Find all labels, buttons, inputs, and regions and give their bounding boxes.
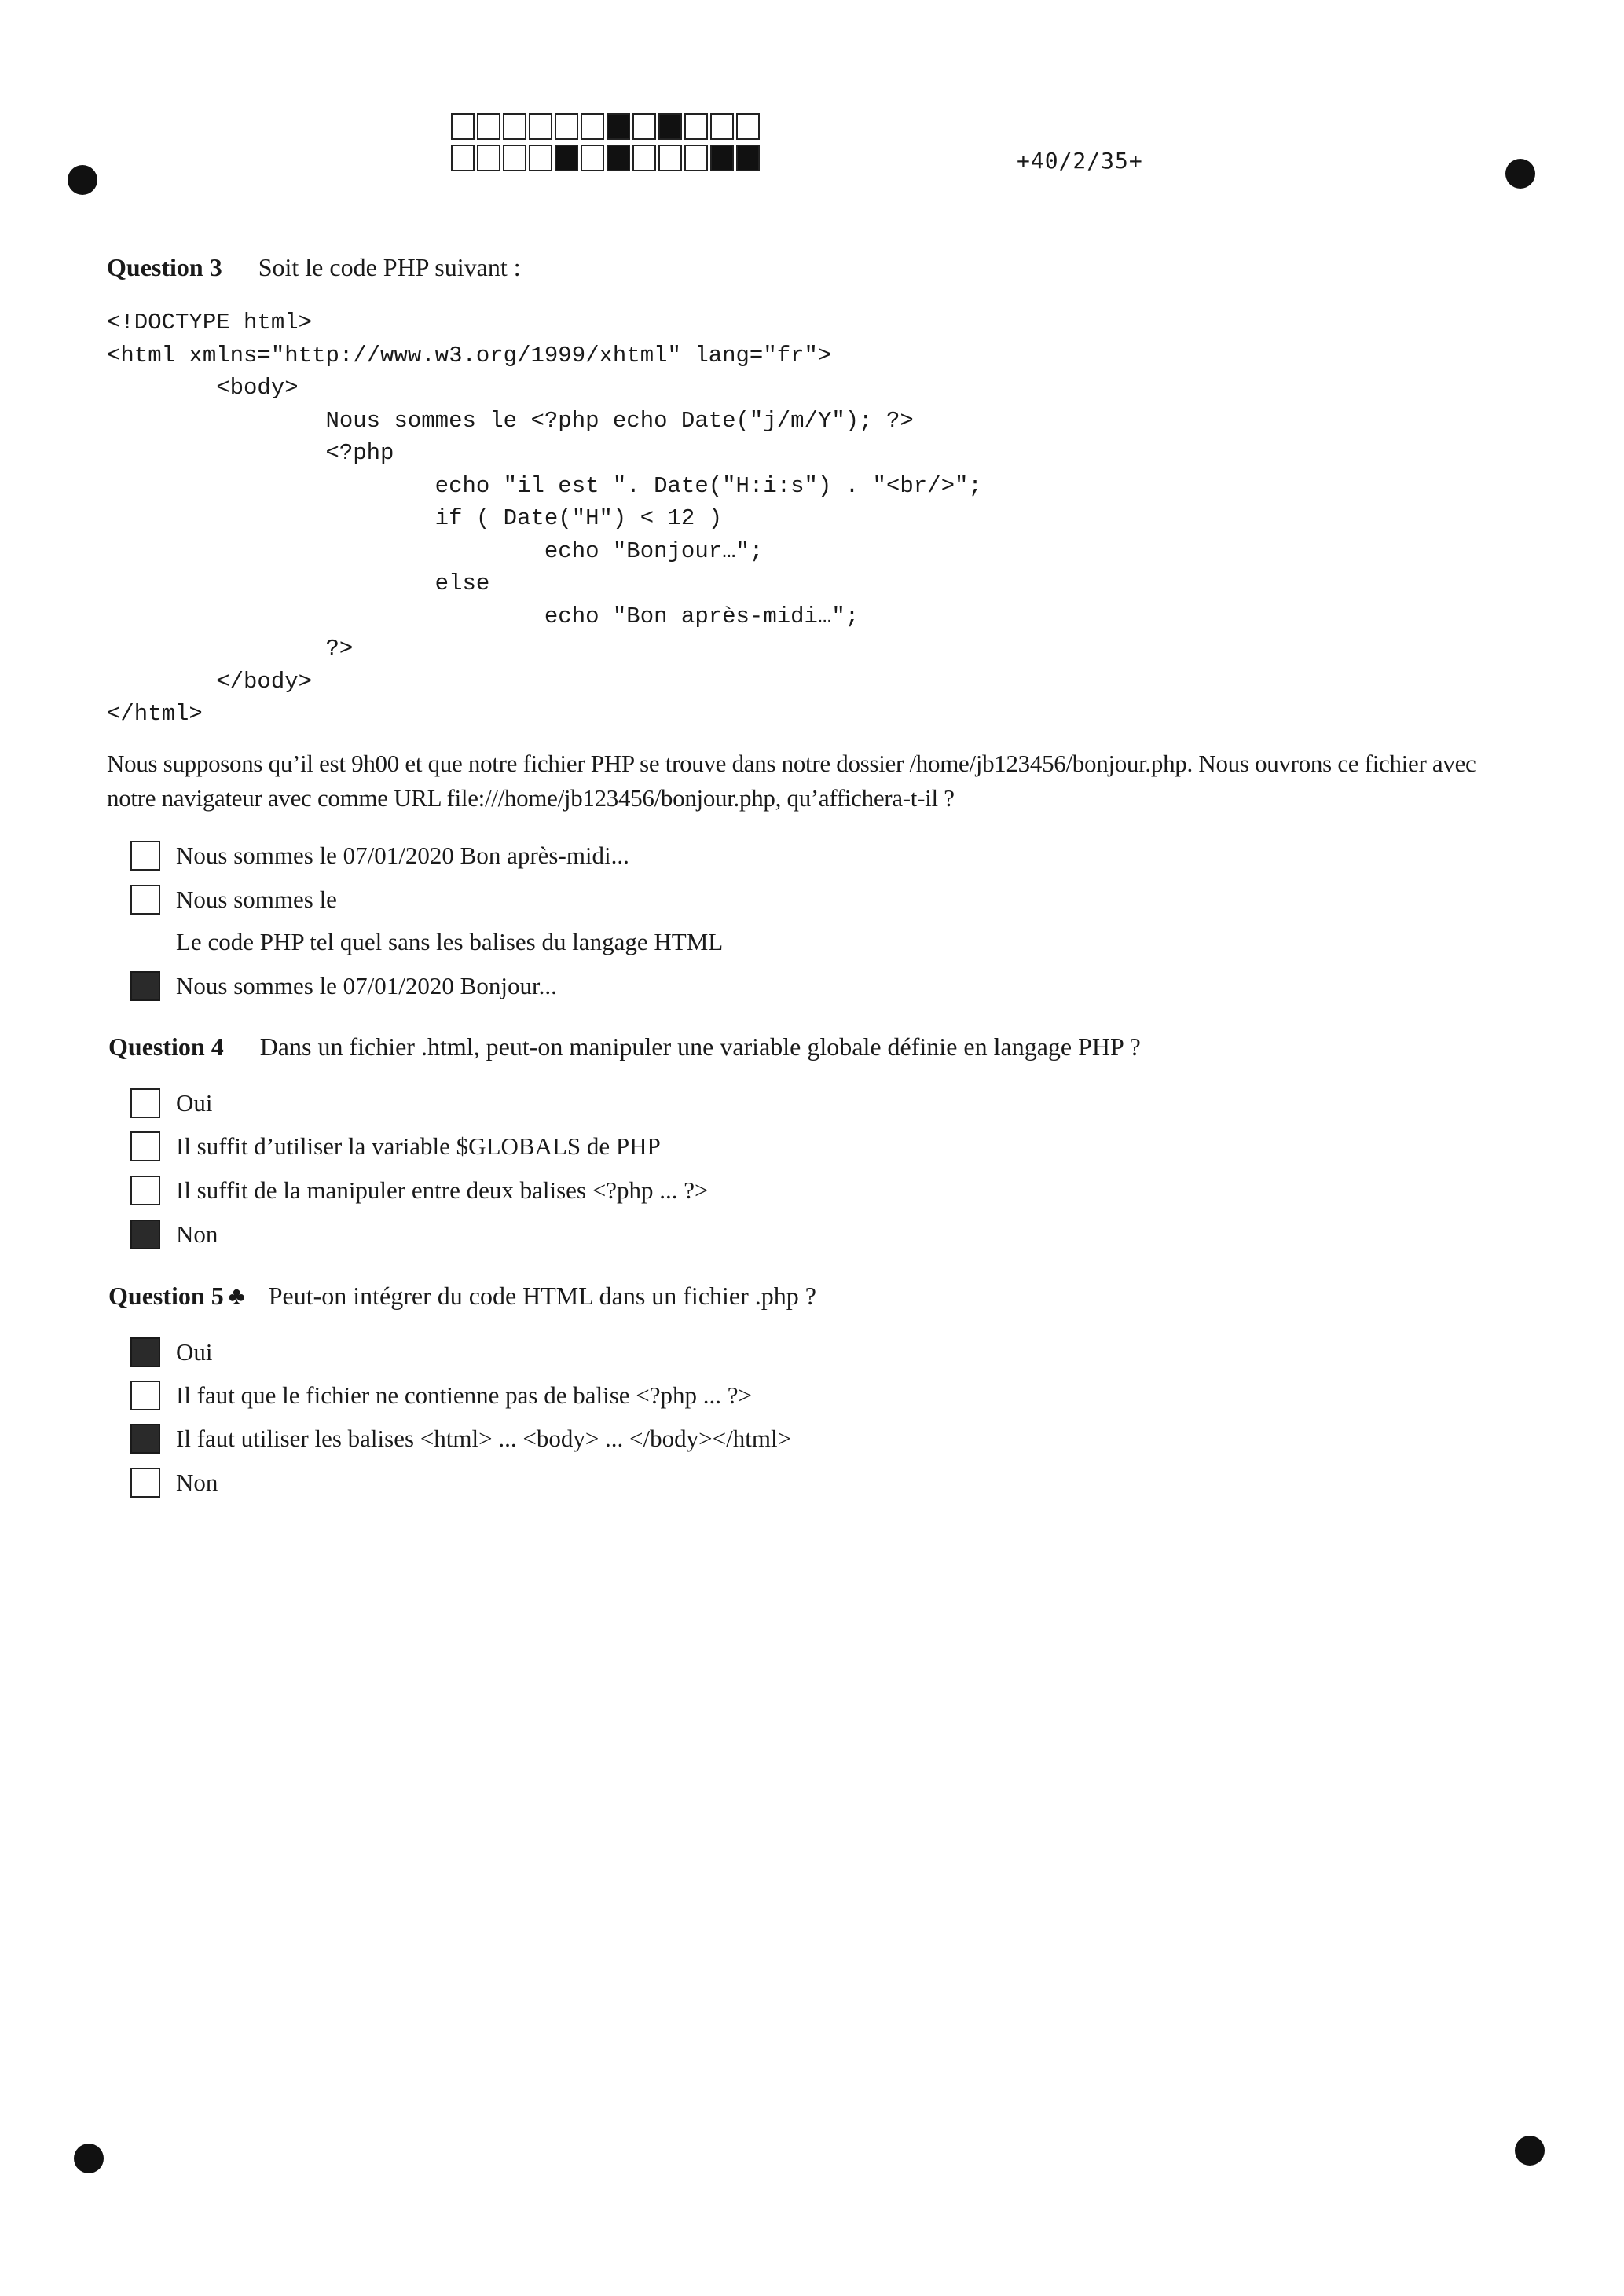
answer-checkbox[interactable] xyxy=(130,1337,160,1367)
code-line: Nous sommes le <?php echo Date("j/m/Y"); ?> xyxy=(107,407,914,434)
barcode-cell xyxy=(658,145,682,171)
barcode-cell xyxy=(632,145,656,171)
option-label: Il faut utiliser les balises <html> ... <body> ... </body></html> xyxy=(176,1425,792,1452)
q3-option-4[interactable] xyxy=(130,970,557,1003)
registration-mark-top-right xyxy=(1505,159,1535,189)
barcode-cell xyxy=(736,113,760,140)
barcode-cell xyxy=(529,113,552,140)
q4-option-3[interactable] xyxy=(130,1174,708,1207)
barcode-cell xyxy=(581,113,604,140)
option-label: Oui xyxy=(176,1338,213,1366)
barcode-cell xyxy=(632,113,656,140)
code-line: echo "Bonjour…"; xyxy=(107,537,764,564)
q5-option-4[interactable] xyxy=(130,1466,218,1499)
option-label: Le code PHP tel quel sans les balises du langage HTML xyxy=(176,928,724,955)
q4-option-2[interactable] xyxy=(130,1130,661,1163)
question-5-label: Question 5 xyxy=(108,1282,224,1310)
code-line: </body> xyxy=(107,668,313,695)
code-line: else xyxy=(107,570,490,596)
q3-option-2[interactable] xyxy=(130,883,337,916)
question-3-paragraph: Nous supposons qu’il est 9h00 et que notre fichier PHP se trouve dans notre dossier /home/jb123456/bonjour.php. Nous ouvrons ce fichier avec notre navigateur avec comme URL file:///home/jb123456/bonjour.php, qu’affichera-t-il ? xyxy=(107,750,1476,812)
barcode-cell xyxy=(555,145,578,171)
code-line: <!DOCTYPE html> xyxy=(107,310,313,336)
barcode-cell xyxy=(607,145,630,171)
answer-checkbox[interactable] xyxy=(130,885,160,915)
question-5-text: Peut-on intégrer du code HTML dans un fichier .php ? xyxy=(268,1282,816,1310)
option-label: Nous sommes le 07/01/2020 Bonjour... xyxy=(176,972,557,999)
question-3-text: Soit le code PHP suivant : xyxy=(258,253,521,281)
option-label: Il suffit d’utiliser la variable $GLOBALS de PHP xyxy=(176,1132,661,1160)
answer-checkbox[interactable] xyxy=(130,841,160,871)
php-code-block xyxy=(107,306,982,731)
barcode-cell xyxy=(710,113,734,140)
option-label: Nous sommes le xyxy=(176,886,337,913)
barcode-cell xyxy=(607,113,630,140)
answer-checkbox[interactable] xyxy=(130,1468,160,1498)
q3-option-3[interactable] xyxy=(130,926,723,959)
code-line: ?> xyxy=(107,636,354,662)
barcode-cell xyxy=(451,145,475,171)
barcode-cell xyxy=(503,113,526,140)
barcode-cell xyxy=(710,145,734,171)
answer-checkbox[interactable] xyxy=(130,971,160,1001)
barcode-cell xyxy=(658,113,682,140)
code-line: echo "Bon après-midi…"; xyxy=(107,603,860,629)
barcode-row xyxy=(451,145,762,171)
code-line: echo "il est ". Date("H:i:s") . "<br/>"; xyxy=(107,472,982,499)
answer-checkbox[interactable] xyxy=(130,1088,160,1118)
question-4-text: Dans un fichier .html, peut-on manipuler une variable globale définie en langage PHP ? xyxy=(259,1032,1141,1061)
code-line: if ( Date("H") < 12 ) xyxy=(107,505,723,531)
option-label: Il suffit de la manipuler entre deux balises <?php ... ?> xyxy=(176,1176,709,1204)
question-3-label: Question 3 xyxy=(107,253,222,281)
barcode-row xyxy=(451,113,762,140)
q4-option-1[interactable] xyxy=(130,1087,213,1120)
question-5-header xyxy=(108,1282,816,1311)
code-line: <body> xyxy=(107,375,299,401)
question-4-header xyxy=(108,1032,1141,1062)
q5-option-2[interactable] xyxy=(130,1379,752,1412)
registration-mark-bottom-right xyxy=(1515,2136,1545,2166)
registration-mark-top-left xyxy=(68,165,97,195)
code-line: </html> xyxy=(107,701,203,727)
option-label: Non xyxy=(176,1220,218,1248)
option-label: Non xyxy=(176,1469,218,1496)
barcode-cell xyxy=(529,145,552,171)
code-line: <?php xyxy=(107,440,394,466)
answer-checkbox[interactable] xyxy=(130,927,160,957)
answer-checkbox[interactable] xyxy=(130,1381,160,1410)
option-label: Nous sommes le 07/01/2020 Bon après-midi... xyxy=(176,842,629,869)
barcode-cell xyxy=(503,145,526,171)
barcode-cell xyxy=(581,145,604,171)
q5-option-3[interactable] xyxy=(130,1422,791,1455)
option-label: Oui xyxy=(176,1089,213,1117)
sheet-barcode xyxy=(451,113,762,176)
answer-checkbox[interactable] xyxy=(130,1176,160,1205)
registration-mark-bottom-left xyxy=(74,2144,104,2173)
q4-option-4[interactable] xyxy=(130,1218,218,1251)
question-3-header xyxy=(107,253,521,282)
barcode-cell xyxy=(477,145,500,171)
barcode-cell xyxy=(477,113,500,140)
code-line: <html xmlns="http://www.w3.org/1999/xhtml" lang="fr"> xyxy=(107,342,832,369)
question-4-label: Question 4 xyxy=(108,1032,224,1061)
page-id: +40/2/35+ xyxy=(1017,148,1143,174)
barcode-cell xyxy=(451,113,475,140)
barcode-cell xyxy=(684,145,708,171)
barcode-cell xyxy=(555,113,578,140)
answer-checkbox[interactable] xyxy=(130,1424,160,1454)
barcode-cell xyxy=(684,113,708,140)
answer-checkbox[interactable] xyxy=(130,1220,160,1249)
club-icon: ♣ xyxy=(228,1282,245,1310)
q5-option-1[interactable] xyxy=(130,1336,213,1369)
option-label: Il faut que le fichier ne contienne pas de balise <?php ... ?> xyxy=(176,1381,753,1409)
barcode-cell xyxy=(736,145,760,171)
q3-option-1[interactable] xyxy=(130,839,629,872)
answer-checkbox[interactable] xyxy=(130,1131,160,1161)
